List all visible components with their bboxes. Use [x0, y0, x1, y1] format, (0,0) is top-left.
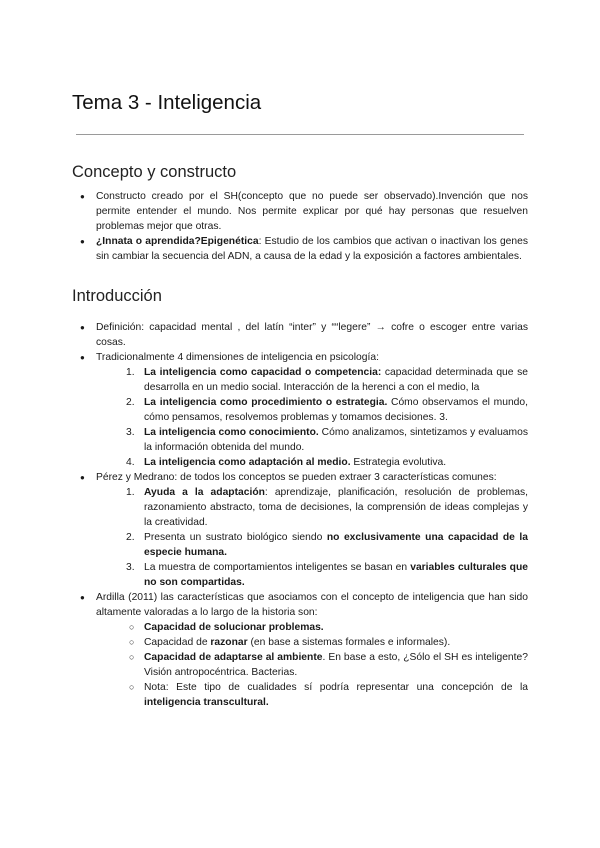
section-heading-concepto: Concepto y constructo — [72, 163, 237, 181]
bullet-icon: ● — [80, 593, 85, 602]
title-divider — [76, 134, 524, 135]
bullet-icon: ● — [80, 237, 85, 246]
circle-bullet-icon: ○ — [129, 622, 135, 632]
list-item: ● Ardilla (2011) las características que asociamos con el concepto de inteligencia que han sido altamente valoradas a lo largo de la historia son: ○ Capacidad de solucionar problemas. ○ Capacidad de razonar (en base a sistemas formales e informales). ○ Capacidad de adaptarse al ambiente. En base a esto, ¿Sólo el SH es inteligente? Visión antropocéntrica. Bacterias. ○ Nota: Este tipo de cualidades sí podría representar una concepción de la inteligencia transcultural. — [80, 592, 528, 708]
page-title: Tema 3 - Inteligencia — [72, 91, 262, 114]
list-item: ● Pérez y Medrano: de todos los conceptos se pueden extraer 3 características comunes: 1. Ayuda a la adaptación: aprendizaje, planificación, resolución de problemas, razonamiento abstracto, toma de decisiones, la comprensión de ideas complejas y la creatividad. 2. Presenta un sustrato biológico siendo no exclusivamente una capacidad de la especie humana. 3. La muestra de comportamientos inteligentes se basan en variables culturales que no son compartidas. — [80, 472, 528, 588]
numbered-item: 1. Ayuda a la adaptación: aprendizaje, planificación, resolución de problemas, razonamiento abstracto, toma de decisiones, la comprensión de ideas complejas y la creatividad. — [126, 487, 528, 528]
numbered-item: 4. La inteligencia como adaptación al medio. Estrategia evolutiva. — [126, 457, 447, 468]
list-item: ● Definición: capacidad mental , del latín “inter” y ““legere” → cofre o escoger entre varias cosas. — [80, 322, 528, 348]
bullet-icon: ● — [80, 473, 85, 482]
list-item: ● ¿Innata o aprendida?Epigenética: Estudio de los cambios que activan o inactivan los genes sin cambiar la secuencia del ADN, a causa de la edad y la exposición a factores ambientales. — [80, 236, 528, 262]
circle-bullet-icon: ○ — [129, 682, 135, 692]
document-page — [72, 90, 528, 710]
dimensions-list — [96, 365, 528, 470]
circle-bullet-icon: ○ — [129, 637, 135, 647]
bullet-icon: ● — [80, 353, 85, 362]
numbered-item: 3. La muestra de comportamientos inteligentes se basan en variables culturales que no son compartidas. — [126, 562, 528, 588]
numbered-item: 1. La inteligencia como capacidad o competencia: capacidad determinada que se desarrolla en un medio social. Interacción de la herenci a con el medio, la — [126, 367, 528, 393]
bullet-icon: ● — [80, 323, 85, 332]
sub-list-item: ○ Nota: Este tipo de cualidades sí podría representar una concepción de la inteligencia transcultural. — [129, 682, 528, 708]
numbered-item: 2. La inteligencia como procedimiento o estrategia. Cómo observamos el mundo, cómo pensamos, resolvemos problemas y tomamos decisiones. 3. — [126, 397, 529, 423]
sub-list-item: ○ Capacidad de adaptarse al ambiente. En base a esto, ¿Sólo el SH es inteligente? Visión antropocéntrica. Bacterias. — [129, 652, 528, 678]
circle-bullet-icon: ○ — [129, 652, 135, 662]
characteristics-list — [96, 485, 528, 590]
list-item: ● Constructo creado por el SH(concepto que no puede ser observado).Invención que nos permite entender el mundo. Nos permite explicar por qué hay personas que resuelven problemas mejor que otras. — [80, 191, 528, 232]
list-item: ● Tradicionalmente 4 dimensiones de inteligencia en psicología: 1. La inteligencia como capacidad o competencia: capacidad determinada que se desarrolla en un medio social. Interacción de la herenci a con el medio, la 2. La inteligencia como procedimiento o estrategia. Cómo observamos el mundo, cómo pensamos, resolvemos problemas y tomamos decisiones. 3. 3. La inteligencia como conocimiento. Cómo analizamos, sintetizamos y evaluamos la información obtenida del mundo. 4. La inteligencia como adaptación al medio. Estrategia evolutiva. — [80, 352, 529, 468]
bullet-icon: ● — [80, 192, 85, 201]
concepto-list — [72, 189, 528, 264]
sub-list-item: ○ Capacidad de razonar (en base a sistemas formales e informales). — [129, 637, 451, 648]
qualities-list — [96, 620, 528, 710]
numbered-item: 3. La inteligencia como conocimiento. Cómo analizamos, sintetizamos y evaluamos la información obtenida del mundo. — [126, 427, 528, 453]
introduccion-list — [72, 320, 528, 710]
numbered-item: 2. Presenta un sustrato biológico siendo no exclusivamente una capacidad de la especie humana. — [126, 532, 528, 558]
sub-list-item: ○ Capacidad de solucionar problemas. — [129, 622, 324, 633]
section-heading-introduccion: Introducción — [72, 287, 162, 305]
